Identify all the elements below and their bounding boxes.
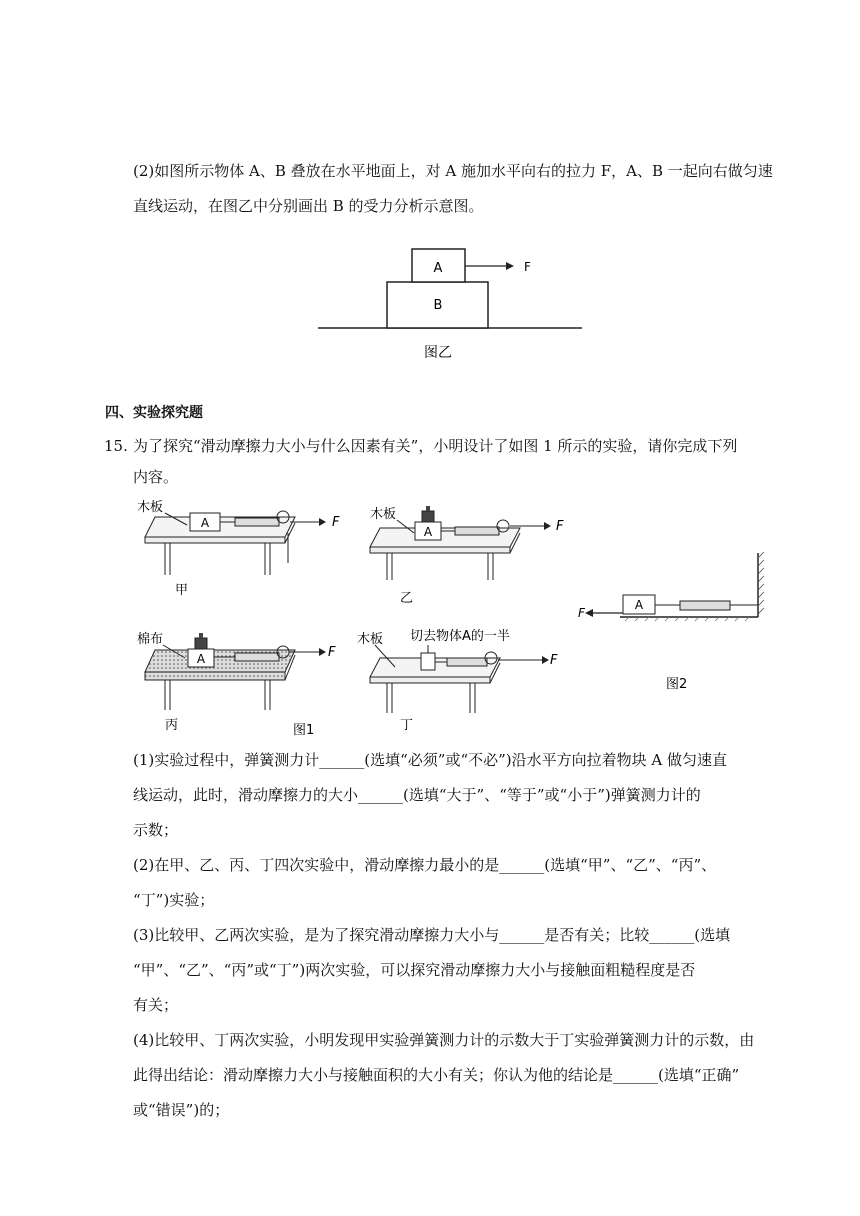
- ding-note: 切去物体A的一半: [410, 629, 510, 644]
- ding-surface: 木板: [357, 632, 384, 647]
- bing-surface: 棉布: [137, 632, 164, 647]
- q15-line-10: 此得出结论：滑动摩擦力大小与接触面积的大小有关；你认为他的结论是______(选填“正确”: [133, 1066, 740, 1084]
- bing-block-label: A: [196, 652, 206, 666]
- q15-line-4: (2)在甲、乙、丙、丁四次实验中，滑动摩擦力最小的是______(选填“甲”、“乙”、“丙”、: [133, 856, 717, 874]
- q15-line-9: (4)比较甲、丁两次实验，小明发现甲实验弹簧测力计的示数大于丁实验弹簧测力计的示数，由: [133, 1031, 755, 1049]
- panel-yi: [370, 506, 564, 606]
- panel-jia: [137, 499, 340, 598]
- q15-line-11: 或“错误”)的；: [133, 1101, 230, 1119]
- fig2-force: F: [578, 606, 585, 620]
- q15-line-8: 有关；: [133, 996, 179, 1014]
- panel-ding: [357, 628, 558, 733]
- jia-force: F: [332, 515, 340, 530]
- block-b-label: B: [433, 298, 443, 313]
- q15-intro-line-2: 内容。: [133, 468, 179, 486]
- block-a-label: A: [433, 261, 443, 276]
- q15-line-2: 线运动，此时，滑动摩擦力的大小______(选填“大于”、“等于”或“小于”)弹簧测力计的: [133, 786, 701, 804]
- yi-surface: 木板: [370, 507, 397, 522]
- bing-caption: 丙: [165, 718, 179, 733]
- force-label: F: [524, 260, 531, 274]
- figure-yi: [310, 240, 590, 365]
- q15-line-7: “甲”、“乙”、“丙”或“丁”)两次实验，可以探究滑动摩擦力大小与接触面粗糙程度是否: [133, 961, 696, 979]
- spring-scale: [680, 601, 730, 610]
- q15-line-6: (3)比较甲、乙两次实验，是为了探究滑动摩擦力大小与______是否有关；比较______(选填: [133, 926, 731, 944]
- q14-part2-line-2: 直线运动，在图乙中分别画出 B 的受力分析示意图。: [133, 197, 484, 215]
- q15-line-3: 示数；: [133, 821, 179, 839]
- jia-surface: 木板: [137, 500, 164, 515]
- ding-caption: 丁: [400, 718, 414, 733]
- panel-bing: [137, 631, 336, 733]
- figure-2-caption: 图2: [666, 677, 688, 692]
- q15-line-5: “丁”)实验；: [133, 891, 215, 909]
- yi-block-label: A: [423, 525, 433, 539]
- section-heading: 四、实验探究题: [105, 405, 203, 421]
- fig2-force-arrowhead: [585, 609, 593, 617]
- q15-number: 15.: [104, 437, 128, 455]
- figure-1-caption: 图1: [293, 723, 315, 738]
- yi-caption: 乙: [400, 591, 414, 606]
- figure-1: [125, 495, 580, 740]
- q14-part2-line-1: (2)如图所示物体 A、B 叠放在水平地面上，对 A 施加水平向右的拉力 F，A、B 一起向右做匀速: [133, 162, 773, 180]
- ding-force: F: [550, 653, 558, 668]
- force-arrowhead: [506, 262, 514, 270]
- jia-block-label: A: [200, 516, 210, 530]
- jia-caption: 甲: [175, 583, 189, 598]
- yi-force: F: [556, 519, 564, 534]
- q15-intro-line-1: 为了探究“滑动摩擦力大小与什么因素有关”，小明设计了如图 1 所示的实验，请你完成下列: [133, 437, 738, 455]
- q15-line-1: (1)实验过程中，弹簧测力计______(选填“必须”或“不必”)沿水平方向拉着物块 A 做匀速直: [133, 751, 727, 769]
- bing-force: F: [328, 645, 336, 660]
- figure-yi-caption: 图乙: [424, 345, 452, 361]
- fig2-block-label: A: [634, 598, 644, 612]
- figure-2: [575, 550, 765, 700]
